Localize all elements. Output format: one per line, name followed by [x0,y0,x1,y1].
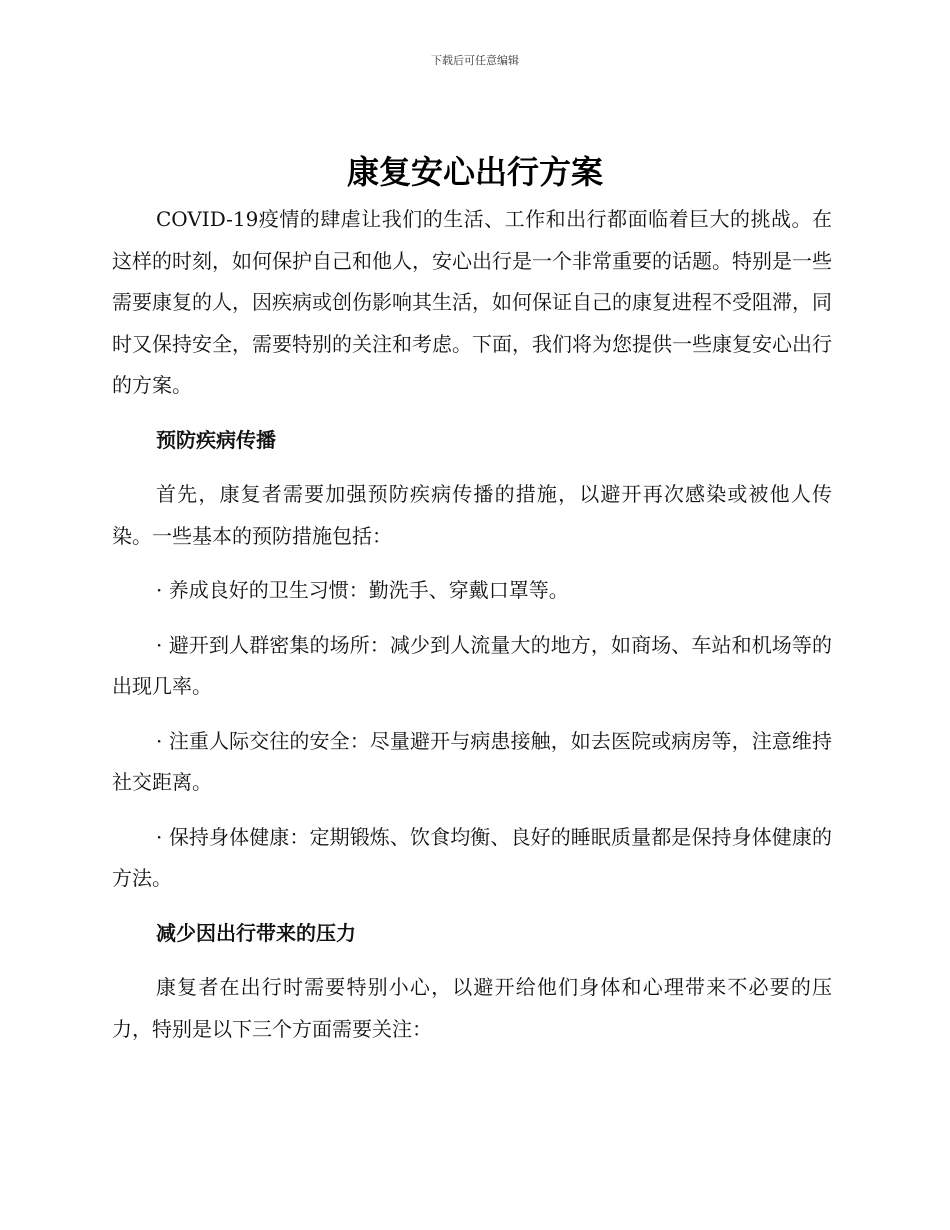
prevention-lead-paragraph: 首先，康复者需要加强预防疾病传播的措施，以避开再次感染或被他人传染。一些基本的预防措施包括： [112,482,832,548]
bullet-item: · 避开到人群密集的场所：减少到人流量大的地方，如商场、车站和机场等的出现几率。 [112,632,832,698]
section-heading-prevention: 预防疾病传播 [156,427,276,452]
intro-paragraph: COVID-19疫情的肆虐让我们的生活、工作和出行都面临着巨大的挑战。在这样的时刻，如何保护自己和他人，安心出行是一个非常重要的话题。特别是一些需要康复的人，因疾病或创伤影响其生活，如何保证自己的康复进程不受阻滞，同时又保持安全，需要特别的关注和考虑。下面，我们将为您提供一些康复安心出行的方案。 [112,207,832,397]
document-body [112,199,832,1050]
stress-lead-paragraph: 康复者在出行时需要特别小心，以避开给他们身体和心理带来不必要的压力，特别是以下三个方面需要关注： [112,975,832,1041]
bullet-item: · 注重人际交往的安全：尽量避开与病患接触，如去医院或病房等，注意维持社交距离。 [112,728,832,794]
bullet-item: · 保持身体健康：定期锻炼、饮食均衡、良好的睡眠质量都是保持身体健康的方法。 [112,824,832,890]
section-heading-stress: 减少因出行带来的压力 [156,920,356,945]
header-note: 下载后可任意编辑 [431,54,519,67]
bullet-item: · 养成良好的卫生习惯：勤洗手、穿戴口罩等。 [156,578,569,602]
document-title: 康复安心出行方案 [346,153,603,191]
